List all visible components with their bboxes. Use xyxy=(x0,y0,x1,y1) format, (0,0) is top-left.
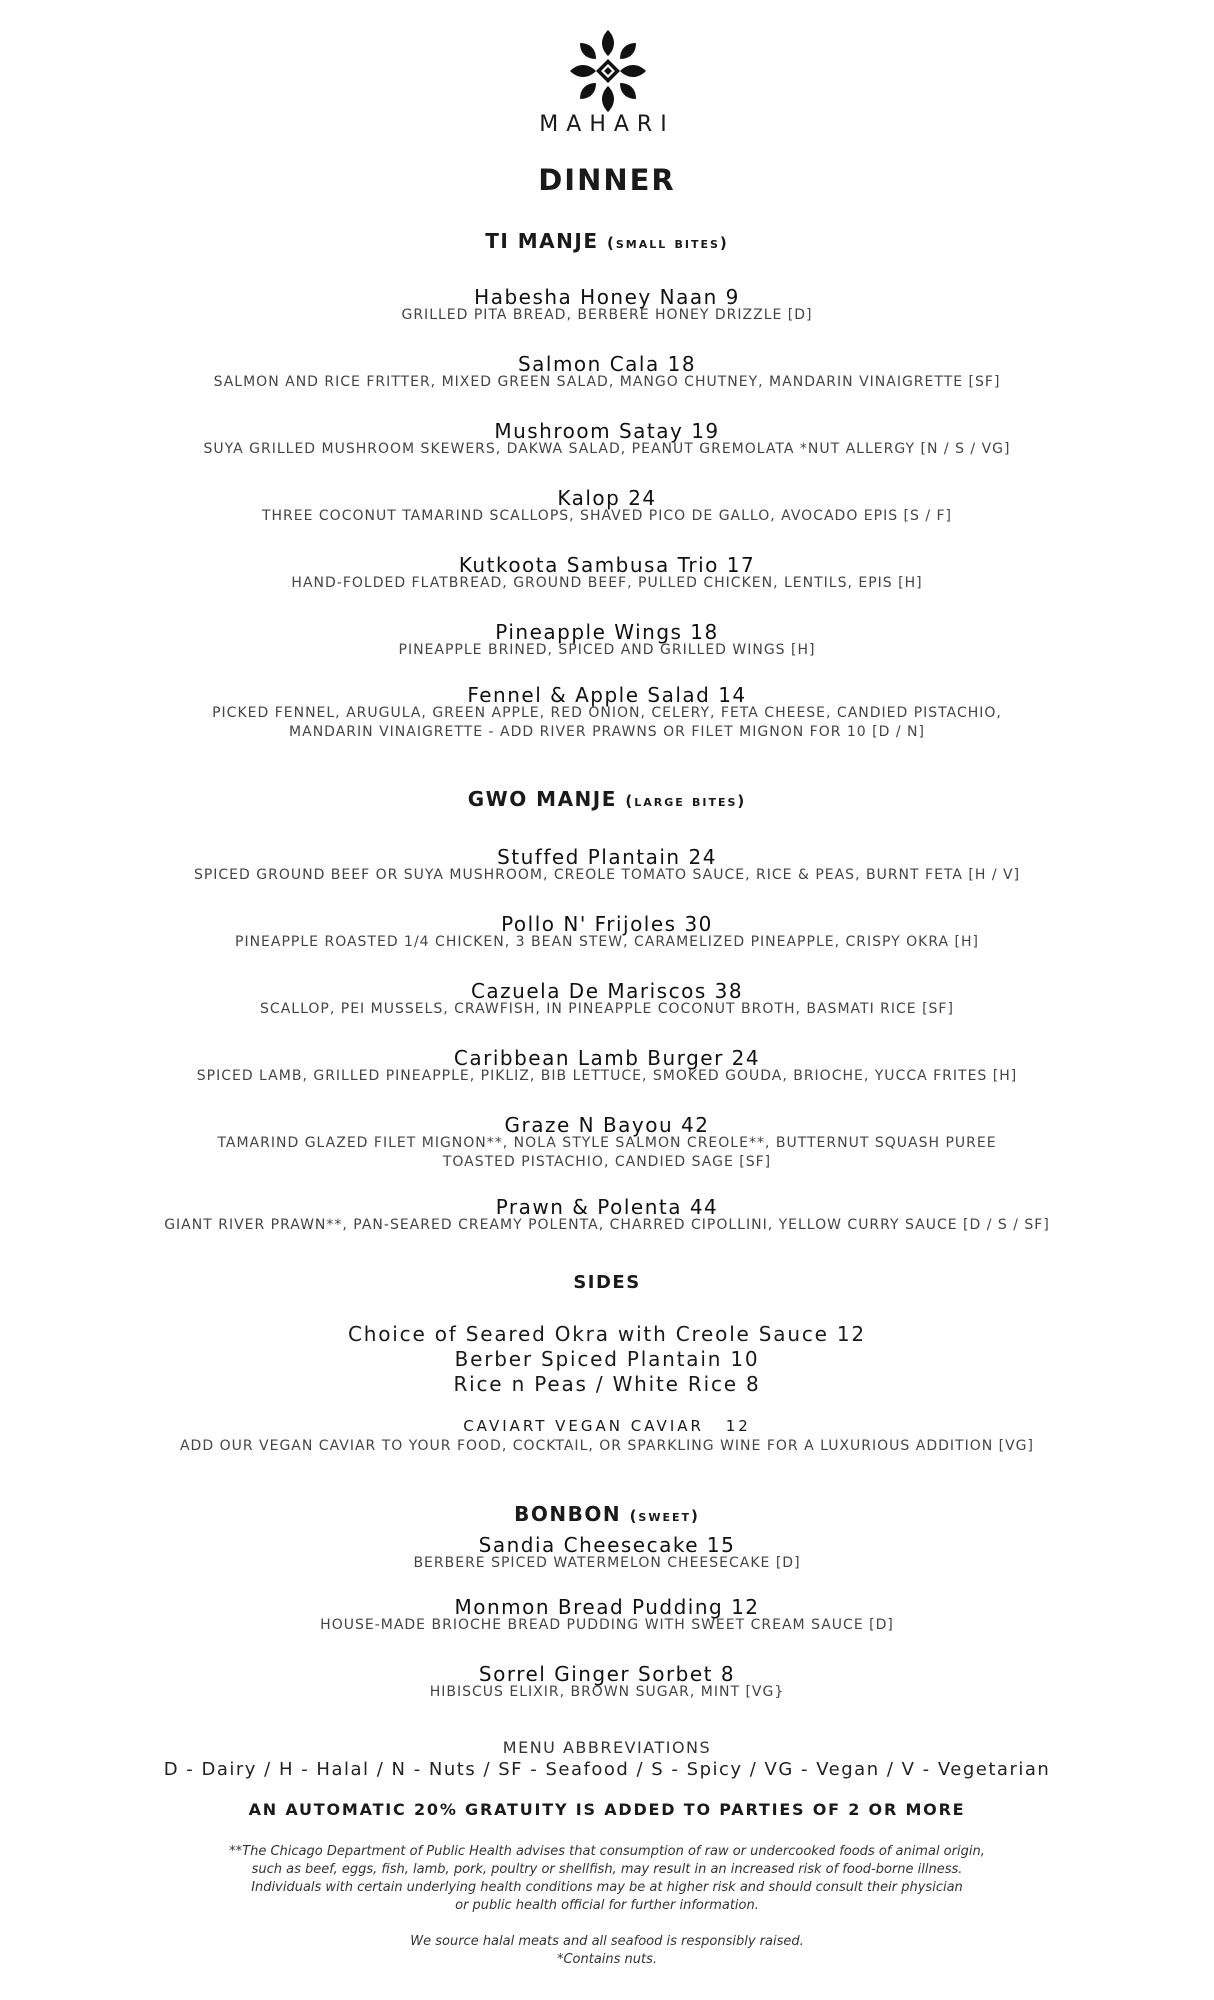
caviar-price: 12 xyxy=(725,1417,751,1435)
menu-title: DINNER xyxy=(538,163,676,197)
menu-item-description: SCALLOP, PEI MUSSELS, CRAWFISH, IN PINEAPPLE COCONUT BROTH, BASMATI RICE [SF] xyxy=(260,1001,954,1017)
health-disclaimer-line: or public health official for further information. xyxy=(455,1898,759,1913)
menu-item-description: HOUSE-MADE BRIOCHE BREAD PUDDING WITH SWEET CREAM SAUCE [D] xyxy=(320,1617,894,1633)
menu-item-description-line-2: MANDARIN VINAIGRETTE - ADD RIVER PRAWNS OR FILET MIGNON FOR 10 [D / N] xyxy=(289,724,925,740)
menu-item-description: PINEAPPLE ROASTED 1/4 CHICKEN, 3 BEAN STEW, CARAMELIZED PINEAPPLE, CRISPY OKRA [H] xyxy=(235,934,979,950)
side-item: Rice n Peas / White Rice 8 xyxy=(453,1372,761,1396)
menu-item-description: SALMON AND RICE FRITTER, MIXED GREEN SALAD, MANGO CHUTNEY, MANDARIN VINAIGRETTE [SF] xyxy=(213,374,1001,390)
menu-item-name: Cazuela De Mariscos 38 xyxy=(470,979,744,1003)
menu-item-name: Pineapple Wings 18 xyxy=(495,620,719,644)
health-disclaimer-line: Individuals with certain underlying health conditions may be at higher risk and should consult their physician xyxy=(251,1880,963,1895)
health-disclaimer-line: such as beef, eggs, fish, lamb, pork, poultry or shellfish, may result in an increased risk of food-borne illness. xyxy=(251,1862,963,1877)
brand-name: MAHARI xyxy=(539,112,675,137)
menu-item-description: HIBISCUS ELIXIR, BROWN SUGAR, MINT [VG} xyxy=(429,1684,785,1700)
sourcing-note: We source halal meats and all seafood is responsibly raised. xyxy=(410,1934,804,1949)
menu-item-description: TAMARIND GLAZED FILET MIGNON**, NOLA STYLE SALMON CREOLE**, BUTTERNUT SQUASH PUREE xyxy=(217,1135,997,1151)
section-heading-text: GWO MANJE xyxy=(467,787,617,811)
menu-item-description: THREE COCONUT TAMARIND SCALLOPS, SHAVED PICO DE GALLO, AVOCADO EPIS [S / F] xyxy=(261,508,953,524)
mahari-logo-icon xyxy=(566,26,650,118)
section-heading-sub: (small bites) xyxy=(606,234,729,252)
section-heading-sweet xyxy=(0,1502,1214,1526)
section-heading-small-bites xyxy=(0,229,1214,253)
menu-item-description: PICKED FENNEL, ARUGULA, GREEN APPLE, RED ONION, CELERY, FETA CHEESE, CANDIED PISTACHIO, xyxy=(212,705,1002,721)
menu-item-description: HAND-FOLDED FLATBREAD, GROUND BEEF, PULLED CHICKEN, LENTILS, EPIS [H] xyxy=(291,575,923,591)
menu-item-description: PINEAPPLE BRINED, SPICED AND GRILLED WINGS [H] xyxy=(398,642,816,658)
menu-item-name: Fennel & Apple Salad 14 xyxy=(467,683,747,707)
menu-item-name: Caribbean Lamb Burger 24 xyxy=(453,1046,761,1070)
menu-item-name: Pollo N' Frijoles 30 xyxy=(501,912,713,936)
menu-item-name: Monmon Bread Pudding 12 xyxy=(454,1595,760,1619)
menu-item-name: Mushroom Satay 19 xyxy=(494,419,720,443)
menu-item-description: SPICED GROUND BEEF OR SUYA MUSHROOM, CREOLE TOMATO SAUCE, RICE & PEAS, BURNT FETA [H / V] xyxy=(193,867,1021,883)
menu-item-description: GRILLED PITA BREAD, BERBERE HONEY DRIZZLE [D] xyxy=(401,307,813,323)
gratuity-notice: AN AUTOMATIC 20% GRATUITY IS ADDED TO PARTIES OF 2 OR MORE xyxy=(248,1800,966,1819)
menu-item-name: Sorrel Ginger Sorbet 8 xyxy=(478,1662,736,1686)
menu-item-description: GIANT RIVER PRAWN**, PAN-SEARED CREAMY POLENTA, CHARRED CIPOLLINI, YELLOW CURRY SAUCE [D / S / SF] xyxy=(164,1217,1050,1233)
menu-item-name: Prawn & Polenta 44 xyxy=(495,1195,719,1219)
caviar-heading xyxy=(0,1417,1214,1435)
menu-item-description-line-2: TOASTED PISTACHIO, CANDIED SAGE [SF] xyxy=(442,1154,772,1170)
section-heading-sub: (sweet) xyxy=(629,1507,700,1525)
menu-item-name: Salmon Cala 18 xyxy=(517,352,697,376)
menu-item-name: Habesha Honey Naan 9 xyxy=(474,285,740,309)
menu-item-name: Kalop 24 xyxy=(557,486,657,510)
menu-item-name: Graze N Bayou 42 xyxy=(504,1113,710,1137)
health-disclaimer-line: **The Chicago Department of Public Health advises that consumption of raw or undercooked foods of animal origin, xyxy=(229,1844,985,1859)
menu-item-description: BERBERE SPICED WATERMELON CHEESECAKE [D] xyxy=(413,1555,801,1571)
menu-item-description: SUYA GRILLED MUSHROOM SKEWERS, DAKWA SALAD, PEANUT GREMOLATA *NUT ALLERGY [N / S / VG] xyxy=(203,441,1011,457)
menu-item-name: Sandia Cheesecake 15 xyxy=(478,1533,736,1557)
contains-nuts-note: *Contains nuts. xyxy=(556,1952,658,1967)
section-heading-sub: (large bites) xyxy=(625,792,747,810)
section-heading-text: BONBON xyxy=(514,1502,622,1526)
abbreviations-list: D - Dairy / H - Halal / N - Nuts / SF - Seafood / S - Spicy / VG - Vegan / V - Vegetarian xyxy=(163,1759,1051,1780)
section-heading-sides: SIDES xyxy=(573,1272,641,1293)
side-item: Choice of Seared Okra with Creole Sauce 12 xyxy=(348,1322,866,1346)
menu-item-name: Stuffed Plantain 24 xyxy=(497,845,717,869)
side-item: Berber Spiced Plantain 10 xyxy=(454,1347,760,1371)
abbreviations-heading: MENU ABBREVIATIONS xyxy=(502,1738,712,1757)
menu-item-description: SPICED LAMB, GRILLED PINEAPPLE, PIKLIZ, BIB LETTUCE, SMOKED GOUDA, BRIOCHE, YUCCA FRITES [H] xyxy=(196,1068,1018,1084)
caviar-description: ADD OUR VEGAN CAVIAR TO YOUR FOOD, COCKTAIL, OR SPARKLING WINE FOR A LUXURIOUS ADDITION [VG] xyxy=(179,1438,1034,1454)
caviar-title: CAVIART VEGAN CAVIAR xyxy=(463,1417,704,1435)
menu-item-name: Kutkoota Sambusa Trio 17 xyxy=(458,553,756,577)
section-heading-text: TI MANJE xyxy=(485,229,599,253)
section-heading-large-bites xyxy=(0,787,1214,811)
